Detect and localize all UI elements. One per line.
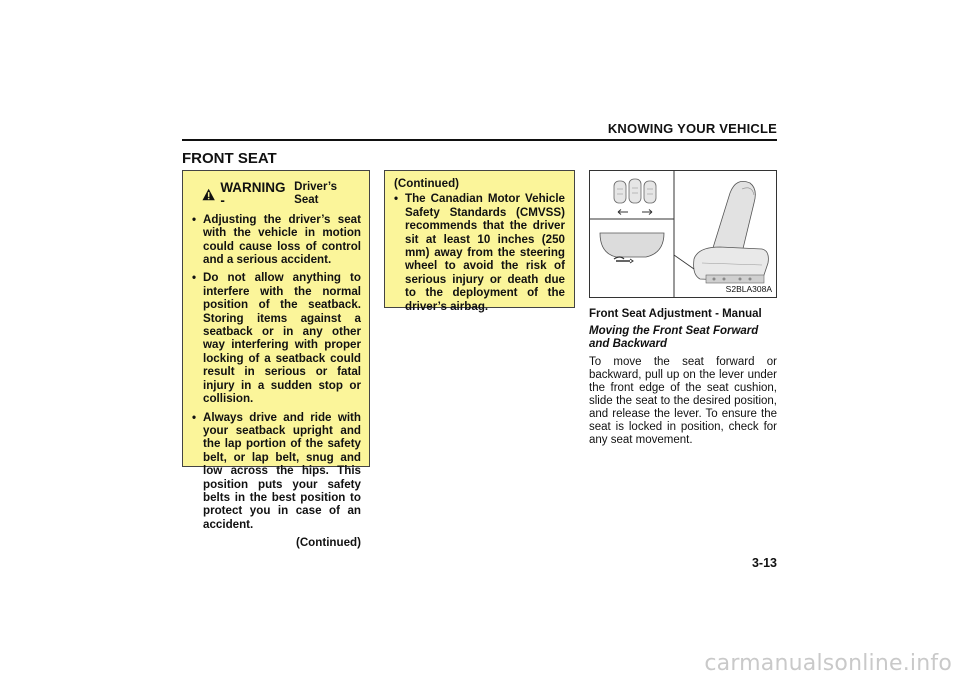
running-header: KNOWING YOUR VEHICLE: [607, 121, 777, 136]
list-item: • The Canadian Motor Vehicle Safety Standards (CMVSS) recommends that the driver sit at least 10 inches (250 mm) away from the steering wheel to avoid the risk of serious injury or death due to the deployment of the driver’s airbag.: [394, 192, 565, 313]
warning-triangle-icon: [202, 188, 215, 201]
warning-subject: Driver’s Seat: [294, 181, 338, 207]
continued-warning-box: [384, 170, 575, 313]
list-item: • Always drive and ride with your seatback upright and the lap portion of the safety belt, or lap belt, snug and low across the hips. This position puts your safety belts in the best position to protect you in case of an accident.: [192, 410, 361, 531]
section-title: FRONT SEAT: [182, 150, 277, 167]
continued-list: [394, 192, 565, 313]
page-number: 3-13: [751, 556, 777, 570]
seat-adjustment-figure: [589, 170, 777, 298]
warning-label: WARNING -: [220, 180, 286, 209]
figure-caption: S2BLA308A: [725, 284, 772, 294]
adjustment-heading: Front Seat Adjustment - Manual: [589, 308, 762, 320]
adjustment-body: To move the seat forward or backward, pull up on the lever under the front edge of the seat cushion, slide the seat to the desired position, and release the lever. To ensure the seat is locked in position, check for any seat movement.: [589, 356, 777, 446]
watermark: carmanualsonline.info: [704, 651, 952, 676]
warning-heading: [202, 181, 361, 208]
seat-illustration: [590, 171, 776, 297]
continued-label: (Continued): [394, 177, 460, 190]
adjustment-subheading: Moving the Front Seat Forward and Backward: [589, 325, 759, 350]
adjustment-section: [589, 308, 777, 447]
list-item: • Do not allow anything to interfere with the normal position of the seatback. Storing items against a seatback or in any other way interfering with proper locking of a seatback could result in serious or fatal injury in a sudden stop or collision.: [192, 271, 361, 406]
continued-label: (Continued): [295, 536, 361, 550]
warning-box: [182, 170, 370, 550]
list-item: • Adjusting the driver’s seat with the vehicle in motion could cause loss of control and a serious accident.: [192, 212, 361, 267]
warning-list: [192, 213, 361, 531]
header-rule: [182, 139, 777, 141]
